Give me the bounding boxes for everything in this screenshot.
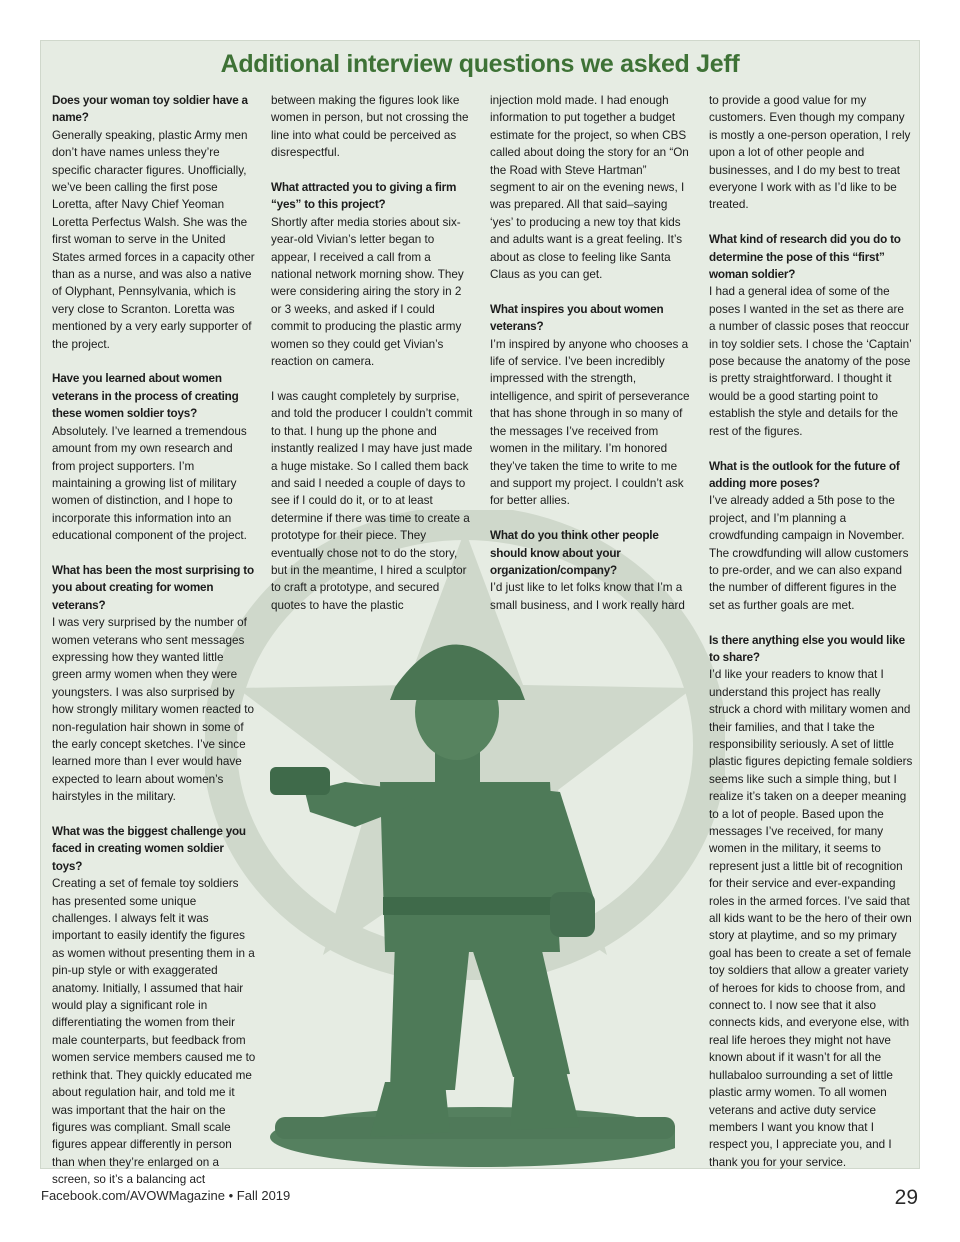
text-column-4 xyxy=(709,92,913,1189)
green-army-woman-figure xyxy=(265,612,675,1172)
question-heading: Is there anything else you would like to share? xyxy=(709,633,905,664)
answer-text: I was very surprised by the number of women veterans who sent messages expressing how they wanted little green army women when they were youngsters. I was also surprised by how strongly military women reacted to non-regulation hair shown in some of the early concept sketches. I’ve since learned more than I ever would have expected to learn about women’s hairstyles in the military. xyxy=(52,616,255,804)
answer-text: I was caught completely by surprise, and told the producer I couldn’t commit to that. I hung up the phone and instantly realized I may have just made a huge mistake. So I called them back and said I needed a couple of days to see if I could do it, or to at least determine if there was time to create a prototype for their piece. They eventually chose not to do the story, but in the meantime, I hired a sculptor to craft a prototype, and secured quotes to have the plastic xyxy=(271,389,473,612)
question-heading: What is the outlook for the future of adding more poses? xyxy=(709,459,900,490)
answer-text: Creating a set of female toy soldiers has presented some unique challenges. I always felt it was important to easily identify the figures as women without presenting them in a pin-up style or with exaggerated anatomy. Initially, I assumed that hair would play a significant role in differentiating the women from their male counterparts, but feedback from women service members caused me to rethink that. They quickly educated me about regulation hair, and told me it was important that the hair on the figures was compliant. Small scale figures appear differently in person than when they’re enlarged on a screen, so it’s a balancing act xyxy=(52,877,256,1187)
answer-text: Shortly after media stories about six-year-old Vivian’s letter began to appear, I received a call from a national network morning show. They were considering airing the story in 2 or 3 weeks, and asked if I could commit to producing the plastic army women so they could get Vivian’s reaction on camera. xyxy=(271,215,464,369)
question-heading: What kind of research did you do to determine the pose of this “first” woman soldier? xyxy=(709,233,901,282)
footer-credit: Facebook.com/AVOWMagazine • Fall 2019 xyxy=(41,1188,291,1203)
question-heading: What inspires you about women veterans? xyxy=(490,302,664,334)
question-heading: What do you think other people should know about your organization/company? xyxy=(490,529,659,577)
answer-text: to provide a good value for my customers. Even though my company is mostly a one-person operation, I rely upon a lot of other people and businesses, and I do my best to treat everyone I work with as I’d like to be treated. xyxy=(709,94,911,212)
text-column-3 xyxy=(490,92,692,632)
answer-text: I’d just like to let folks know that I’m a small business, and I work really hard xyxy=(490,581,685,612)
answer-text: I had a general idea of some of the poses I wanted in the set as there are a number of classic poses that reoccur in toy soldier sets. I chose the ‘Captain’ pose because the anatomy of the pose is pretty straightforward. I thought it would be a good starting point to establish the style and details for the rest of the figures. xyxy=(709,285,912,438)
question-heading: What attracted you to giving a firm “yes” to this project? xyxy=(271,181,457,212)
answer-text: I’ve already added a 5th pose to the project, and I’m planning a crowdfunding campaign in November. The crowdfunding will allow customers to pre-order, and we can also expand the number of different figures in the set as further goals are met. xyxy=(709,494,909,612)
question-heading: Does your woman toy soldier have a name? xyxy=(52,94,248,125)
text-column-2 xyxy=(271,92,473,632)
answer-text: I’m inspired by anyone who chooses a life of service. I’ve been incredibly impressed with the strength, intelligence, and spirit of perseverance that has shone through in so many of the messages I’ve received from women in the military. I’m honored they’ve taken the time to write to me and support my project. I couldn’t ask for better allies. xyxy=(490,337,690,508)
question-heading: What was the biggest challenge you faced in creating women soldier toys? xyxy=(52,825,246,873)
text-column-1 xyxy=(52,92,256,1206)
question-heading: What has been the most surprising to you about creating for women veterans? xyxy=(52,563,254,612)
answer-text: Absolutely. I’ve learned a tremendous amount from my own research and from project supporters. I’m maintaining a growing list of military women of distinction, and I hope to incorporate this information into an educational component of the project. xyxy=(52,424,247,543)
answer-text: Generally speaking, plastic Army men don’t have names unless they’re specific character figures. Unofficially, we’ve been calling the first pose Loretta, after Navy Chief Yeoman Loretta Perfectus Walsh. She was the first woman to serve in the United States armed forces in a capacity other than as a nurse, and was also a native of Olyphant, Pennsylvania, which is very close to Scranton. Loretta was mentioned by a very early supporter of the project. xyxy=(52,128,255,351)
article-title: Additional interview questions we asked Jeff xyxy=(220,50,740,78)
page-number: 29 xyxy=(894,1186,918,1209)
answer-text: between making the figures look like women in person, but not crossing the line into what could be perceived as disrespectful. xyxy=(271,94,469,160)
answer-text: injection mold made. I had enough information to put together a budget estimate for the project, so when CBS called about doing the story for an “On the Road with Steve Hartman” segment to air on the evening news, I was prepared. All that said–saying ‘yes’ to producing a new toy that kids and adults want is a great feeling. It’s about as close to feeling like Santa Claus as you can get. xyxy=(490,94,689,282)
question-heading: Have you learned about women veterans in the process of creating these women soldier toys? xyxy=(52,372,239,421)
answer-text: I’d like your readers to know that I understand this project has really struck a chord with military women and their families, and that I take the responsibility seriously. A set of little plastic figures depicting female soldiers seems like such a simple thing, but I realize it’s taken on a deeper meaning to a lot of people. Based upon the messages I’ve received, for many women in the military, it seems to represent just a little bit of recognition for their service and ever-expanding roles in the armed forces. I’ve said that all kids want to be the hero of their own story at playtime, and so my primary goal has been to create a set of female toy soldiers that allow a greater variety of heroes for kids to choose from, and connect to. I now see that it also connects kids, and everyone else, with real life heroes they might not have known about if it wasn’t for all the hullabaloo surrounding a set of little plastic army women. To all women veterans and active duty service members I want you know that I respect you, I appreciate you, and I thank you for your service. xyxy=(709,668,913,1169)
